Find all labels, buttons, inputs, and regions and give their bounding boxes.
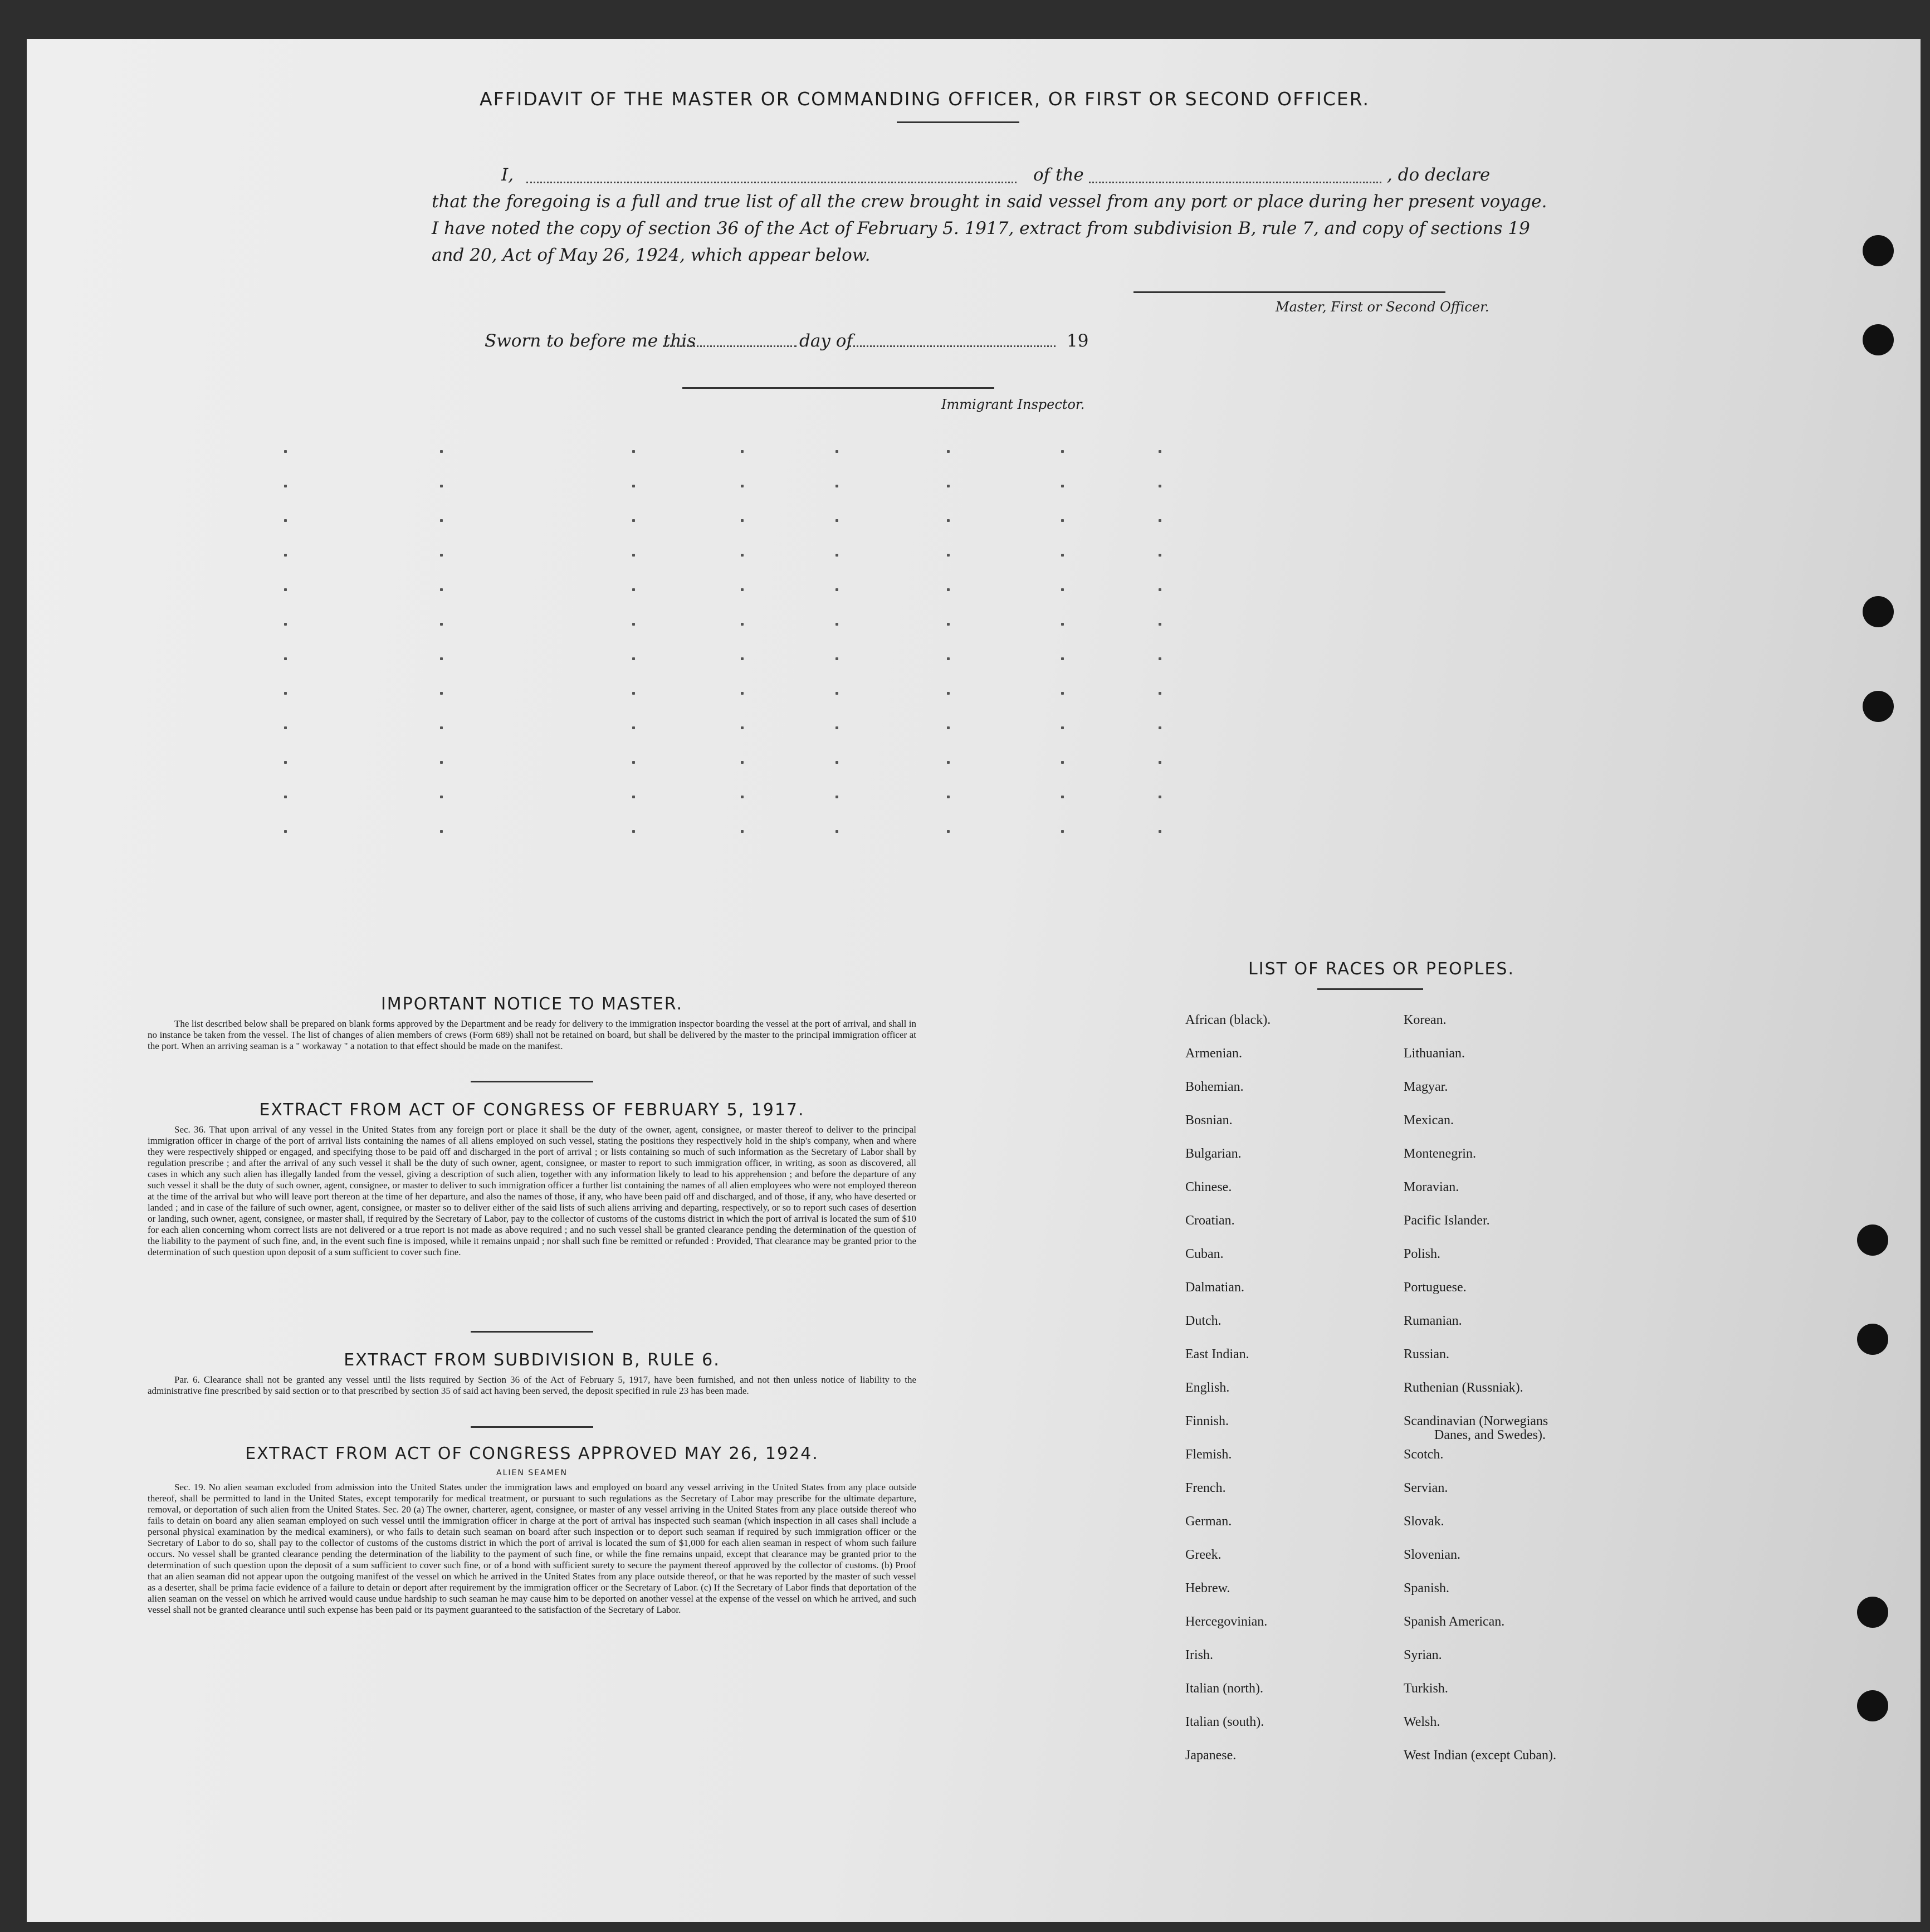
form-dot <box>835 796 838 798</box>
notice-rule <box>471 1081 593 1082</box>
form-dot <box>1159 519 1161 522</box>
race-item: Dalmatian. <box>1185 1280 1244 1295</box>
race-item: Polish. <box>1404 1247 1441 1261</box>
race-item: Spanish. <box>1404 1581 1450 1596</box>
form-dot <box>440 519 443 522</box>
rule6-rule <box>471 1426 593 1428</box>
inspector-label: Immigrant Inspector. <box>941 397 1085 412</box>
punch-hole <box>1863 324 1894 355</box>
form-dot <box>284 588 287 591</box>
affidavit-line1-end: , do declare <box>1387 165 1491 185</box>
affidavit-line3: I have noted the copy of section 36 of the Act of February 5. 1917, extract from subdivision B, rule 7, and copy of sections 19 <box>432 218 1530 238</box>
form-dot <box>741 657 744 660</box>
race-item: Scotch. <box>1404 1447 1444 1462</box>
form-dot <box>440 830 443 833</box>
punch-hole <box>1863 235 1894 266</box>
sworn-year: 19 <box>1067 331 1089 351</box>
form-dot <box>632 796 635 798</box>
form-dot <box>741 761 744 764</box>
form-dot <box>1159 726 1161 729</box>
form-dot <box>947 519 950 522</box>
punch-hole <box>1857 1324 1888 1355</box>
form-dot <box>1159 485 1161 487</box>
punch-hole <box>1857 1224 1888 1256</box>
race-item: Bulgarian. <box>1185 1146 1242 1161</box>
form-dot <box>1159 657 1161 660</box>
race-item: East Indian. <box>1185 1347 1249 1362</box>
race-item: Chinese. <box>1185 1180 1232 1194</box>
form-dot <box>1061 450 1064 453</box>
race-item: German. <box>1185 1514 1232 1529</box>
race-item: Portuguese. <box>1404 1280 1467 1295</box>
form-dot <box>1061 796 1064 798</box>
punch-hole <box>1863 691 1894 722</box>
race-item: Turkish. <box>1404 1681 1448 1696</box>
form-dot <box>1061 623 1064 626</box>
form-dot <box>741 485 744 487</box>
rule6-title: EXTRACT FROM SUBDIVISION B, RULE 6. <box>344 1350 720 1370</box>
form-dot <box>440 623 443 626</box>
act1924-title: EXTRACT FROM ACT OF CONGRESS APPROVED MAY 26, 1924. <box>245 1444 819 1463</box>
form-dot <box>741 692 744 695</box>
affidavit-line1-mid: of the <box>1033 165 1084 185</box>
form-dot <box>1061 761 1064 764</box>
race-item: Bosnian. <box>1185 1113 1233 1128</box>
form-dot <box>1061 726 1064 729</box>
form-dot <box>741 796 744 798</box>
form-dot <box>632 554 635 557</box>
form-dot <box>632 726 635 729</box>
notice-body: The list described below shall be prepared on blank forms approved by the Department and be ready for delivery to the immigration inspector boarding the vessel at the port of arrival, and shall in no instance be taken from the vessel. The list of changes of alien members of crews (Form 689) shall not be retained on board, but shall be delivered by the master to the principal immigration officer at the port. When an arriving seaman is a " workaway " a notation to that effect should be made on the manifest. <box>148 1018 916 1051</box>
form-dot <box>947 485 950 487</box>
race-item: Slovenian. <box>1404 1548 1460 1562</box>
form-dot <box>632 450 635 453</box>
form-dot <box>741 830 744 833</box>
form-dot <box>947 554 950 557</box>
race-item: Rumanian. <box>1404 1314 1462 1328</box>
race-item: Magyar. <box>1404 1080 1448 1094</box>
races-title: LIST OF RACES OR PEOPLES. <box>1248 959 1514 979</box>
form-dot <box>1159 796 1161 798</box>
sworn-day-blank[interactable] <box>663 345 797 347</box>
master-signature-line[interactable] <box>1133 291 1445 293</box>
form-dot <box>835 554 838 557</box>
form-dot <box>835 692 838 695</box>
form-dot <box>947 830 950 833</box>
punch-hole <box>1857 1597 1888 1628</box>
race-item: Servian. <box>1404 1481 1448 1495</box>
form-dot <box>440 485 443 487</box>
form-dot <box>835 623 838 626</box>
act1924-body: Sec. 19. No alien seaman excluded from admission into the United States under the immigration laws and employed on board any vessel arriving in the United States from any place outside thereof, shall be permitted to land in the United States, except temporarily for medical treatment, or pursuant to such regulations as the Secretary of Labor may prescribe for the ultimate departure, removal, or deportation of such alien from the United States. Sec. 20 (a) The owner, charterer, agent, consignee, or master of any vessel arriving in the United States from any place outside thereof who fails to detain on board any alien seaman employed on such vessel until the immigration officer in charge at the port of arrival has inspected such seaman (which inspection in all cases shall include a personal physical examination by the medical examiners), or who fails to detain such seaman on board after such inspection or to deport such seaman if required by such immigration officer or the Secretary of Labor to do so, shall pay to the collector of customs of the customs district in which the port of arrival is located the sum of $1,000 for each alien seaman in respect of whom such failure occurs. No vessel shall be granted clearance pending the determination of the liability to the payment of such fine, or while the fine remains unpaid, except that clearance may be granted prior to the determination of such question upon the deposit of a sum sufficient to cover such fine, or of a bond with sufficient surety to secure the payment thereof approved by the collector of customs. (b) Proof that an alien seaman did not appear upon the outgoing manifest of the vessel on which he arrived in the United States from any place outside thereof, or that he was reported by the master of such vessel as a deserter, shall be prima facie evidence of a failure to detain or deport after requirement by the immigration officer or the Secretary of Labor. (c) If the Secretary of Labor finds that deportation of the alien seaman on the vessel on which he arrived would cause undue hardship to such seaman he may cause him to be deported on another vessel at the expense of the vessel on which he arrived, and such vessel shall not be granted clearance until such expense has been paid or its payment guaranteed to the satisfaction of the Secretary of Labor. <box>148 1482 916 1615</box>
form-dot <box>835 726 838 729</box>
master-signature-label: Master, First or Second Officer. <box>1276 299 1489 315</box>
race-item: Russian. <box>1404 1347 1450 1362</box>
form-dot <box>284 657 287 660</box>
form-dot <box>1061 830 1064 833</box>
form-dot <box>632 519 635 522</box>
act1917-rule <box>471 1331 593 1333</box>
form-dot <box>1159 761 1161 764</box>
form-dot <box>1159 450 1161 453</box>
form-dot <box>284 761 287 764</box>
race-scandinavian-continued: Danes, and Swedes). <box>1434 1428 1546 1442</box>
races-title-rule <box>1317 988 1423 990</box>
race-item: Lithuanian. <box>1404 1046 1465 1061</box>
form-dot <box>947 588 950 591</box>
affidavit-title-rule <box>897 121 1019 123</box>
sworn-start: Sworn to before me this <box>485 331 696 351</box>
race-item: Italian (north). <box>1185 1681 1263 1696</box>
form-dot <box>947 726 950 729</box>
form-dot <box>440 692 443 695</box>
race-item: Dutch. <box>1185 1314 1221 1328</box>
document-page <box>27 39 1921 1922</box>
race-item: Korean. <box>1404 1013 1447 1027</box>
race-item: Syrian. <box>1404 1648 1442 1662</box>
race-item: Bohemian. <box>1185 1080 1244 1094</box>
form-dot <box>1061 519 1064 522</box>
race-item: Slovak. <box>1404 1514 1444 1529</box>
form-dot <box>741 588 744 591</box>
form-dot <box>1159 554 1161 557</box>
form-dot <box>741 726 744 729</box>
vessel-blank[interactable] <box>1089 182 1381 183</box>
race-item: Ruthenian (Russniak). <box>1404 1380 1523 1395</box>
form-dot <box>632 623 635 626</box>
form-dot <box>440 588 443 591</box>
punch-hole <box>1857 1690 1888 1721</box>
form-dot <box>947 623 950 626</box>
form-dot <box>1159 830 1161 833</box>
race-item: Welsh. <box>1404 1715 1440 1729</box>
form-dot <box>835 519 838 522</box>
form-dot <box>284 519 287 522</box>
form-dot <box>947 450 950 453</box>
form-dot <box>1061 485 1064 487</box>
form-dot <box>284 692 287 695</box>
race-item: Finnish. <box>1185 1414 1229 1428</box>
form-dot <box>284 726 287 729</box>
form-dot <box>284 830 287 833</box>
race-item: French. <box>1185 1481 1226 1495</box>
race-item: Armenian. <box>1185 1046 1242 1061</box>
form-dot <box>741 450 744 453</box>
form-dot <box>947 692 950 695</box>
race-item: Spanish American. <box>1404 1614 1505 1629</box>
race-item: Pacific Islander. <box>1404 1213 1490 1228</box>
rule6-body: Par. 6. Clearance shall not be granted any vessel until the lists required by Section 36 of the Act of February 5, 1917, have been furnished, and not then unless notice of liability to the administrative fine prescribed by said section or to that prescribed by section 35 of said act having been served, the deposit specified in rule 23 has been made. <box>148 1374 916 1396</box>
form-dot <box>1061 692 1064 695</box>
form-dot <box>284 623 287 626</box>
form-dot <box>632 692 635 695</box>
act1917-title: EXTRACT FROM ACT OF CONGRESS OF FEBRUARY 5, 1917. <box>259 1100 805 1120</box>
form-dot <box>632 485 635 487</box>
race-item: Hercegovinian. <box>1185 1614 1268 1629</box>
form-dot <box>835 761 838 764</box>
form-dot <box>1061 554 1064 557</box>
race-item: Moravian. <box>1404 1180 1459 1194</box>
race-item: Cuban. <box>1185 1247 1224 1261</box>
race-item: Japanese. <box>1185 1748 1237 1763</box>
race-item: Mexican. <box>1404 1113 1454 1128</box>
act1924-subtitle: ALIEN SEAMEN <box>496 1468 568 1477</box>
sworn-month-blank[interactable] <box>849 345 1056 347</box>
form-dot <box>947 796 950 798</box>
form-dot <box>1159 623 1161 626</box>
race-item: Montenegrin. <box>1404 1146 1476 1161</box>
race-item: Italian (south). <box>1185 1715 1264 1729</box>
form-dot <box>947 761 950 764</box>
race-item: Croatian. <box>1185 1213 1235 1228</box>
form-dot <box>284 450 287 453</box>
race-item: English. <box>1185 1380 1230 1395</box>
race-item: Irish. <box>1185 1648 1213 1662</box>
notice-title: IMPORTANT NOTICE TO MASTER. <box>380 994 683 1014</box>
name-blank[interactable] <box>526 182 1017 183</box>
race-item: Flemish. <box>1185 1447 1232 1462</box>
form-dot <box>1159 588 1161 591</box>
form-dot <box>1061 657 1064 660</box>
race-item: Greek. <box>1185 1548 1221 1562</box>
inspector-signature-line[interactable] <box>682 387 994 389</box>
form-dot <box>284 554 287 557</box>
race-item: Hebrew. <box>1185 1581 1230 1596</box>
form-dot <box>284 485 287 487</box>
punch-hole <box>1863 596 1894 627</box>
form-dot <box>440 761 443 764</box>
sworn-mid: day of <box>799 331 853 351</box>
form-dot <box>741 554 744 557</box>
form-dot <box>947 657 950 660</box>
form-dot <box>632 588 635 591</box>
form-dot <box>440 657 443 660</box>
affidavit-title: AFFIDAVIT OF THE MASTER OR COMMANDING OFFICER, OR FIRST OR SECOND OFFICER. <box>480 88 1370 110</box>
form-dot <box>440 554 443 557</box>
form-dot <box>835 830 838 833</box>
form-dot <box>440 450 443 453</box>
form-dot <box>632 761 635 764</box>
affidavit-line2: that the foregoing is a full and true list of all the crew brought in said vessel from any port or place during her present voyage. <box>432 192 1547 212</box>
form-dot <box>835 450 838 453</box>
form-dot <box>440 726 443 729</box>
form-dot <box>741 623 744 626</box>
form-dot <box>632 657 635 660</box>
form-dot <box>835 485 838 487</box>
form-dot <box>1061 588 1064 591</box>
race-item: West Indian (except Cuban). <box>1404 1748 1556 1763</box>
affidavit-line1-start: I, <box>501 165 514 185</box>
race-item: Scandinavian (Norwegians <box>1404 1414 1548 1428</box>
form-dot <box>835 588 838 591</box>
form-dot <box>835 657 838 660</box>
form-dot <box>440 796 443 798</box>
race-item: African (black). <box>1185 1013 1271 1027</box>
form-dot <box>1159 692 1161 695</box>
act1917-body: Sec. 36. That upon arrival of any vessel in the United States from any foreign port or place it shall be the duty of the owner, agent, consignee, or master thereof to deliver to the principal immigration officer in charge of the port of arrival lists containing the names of all aliens employed on such vessel, stating the positions they respectively hold in the ship's company, when and where they were respectively shipped or engaged, and specifying those to be paid off and discharged in the port of arrival ; or lists containing so much of such information as the Secretary of Labor shall by regulation prescribe ; and after the arrival of any such vessel it shall be the duty of such owner, agent, consignee, or master to report to such immigration officer, in writing, as soon as discovered, all cases in which any such alien has illegally landed from the vessel, giving a description of such alien, together with any information likely to lead to his apprehension ; and before the departure of any such vessel it shall be the duty of such owner, agent, consignee, or master to deliver to such immigration officer a further list containing the names of all alien employees who were not employed thereon at the time of the arrival but who will leave port thereon at the time of her departure, and also the names of those, if any, who have been paid off and discharged, and of those, if any, who have deserted or landed ; and in case of the failure of such owner, agent, consignee, or master so to deliver either of the said lists of such aliens arriving and departing, respectively, or so to report such cases of desertion or landing, such owner, agent, consignee, or master shall, if required by the Secretary of Labor, pay to the collector of customs of the customs district in which the port of arrival is located the sum of $10 for each alien concerning whom correct lists are not delivered or a true report is not made as above required ; and no such vessel shall be granted clearance pending the determination of the question of the liability to the payment of such fine, and, in the event such fine is imposed, while it remains unpaid ; nor shall such fine be remitted or refunded : Provided, That clearance may be granted prior to the determination of such question upon deposit of a sum sufficient to cover such fine. <box>148 1124 916 1257</box>
form-dot <box>741 519 744 522</box>
form-dot <box>632 830 635 833</box>
affidavit-line4: and 20, Act of May 26, 1924, which appear below. <box>432 245 871 265</box>
form-dot <box>284 796 287 798</box>
